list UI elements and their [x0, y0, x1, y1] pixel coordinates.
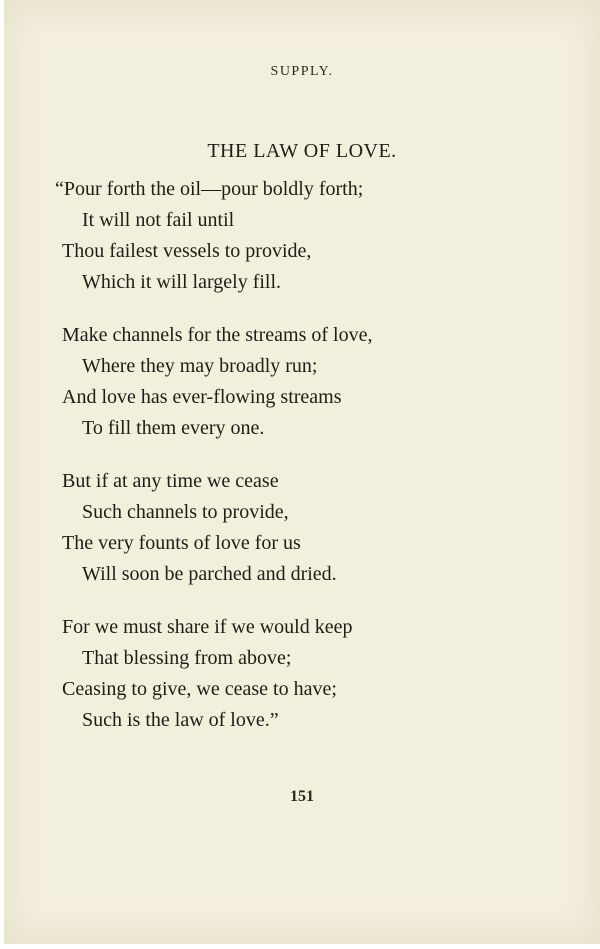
running-head: SUPPLY.: [270, 64, 334, 79]
poem-line: That blessing from above;: [82, 647, 292, 669]
poem-line: Thou failest vessels to provide,: [62, 240, 312, 262]
poem-line: Where they may broadly run;: [82, 355, 318, 377]
stanza-3: [62, 466, 582, 590]
poem-line: Will soon be parched and dried.: [82, 563, 337, 585]
poem-line: But if at any time we cease: [62, 470, 279, 492]
poem-line: To fill them every one.: [82, 417, 265, 439]
poem-line: “Pour forth the oil—pour boldly forth;: [55, 178, 364, 200]
poem-line: Ceasing to give, we cease to have;: [62, 678, 337, 700]
poem-title: THE LAW OF LOVE.: [207, 140, 397, 162]
poem-line: Such is the law of love.”: [82, 709, 279, 731]
poem-line: And love has ever-flowing streams: [62, 386, 342, 408]
poem-line: Which it will largely fill.: [82, 271, 282, 293]
poem-line: For we must share if we would keep: [62, 616, 353, 638]
poem-line: The very founts of love for us: [62, 532, 301, 554]
stanza-1: [55, 174, 582, 298]
stanza-2: [62, 320, 582, 444]
poem-line: Make channels for the streams of love,: [62, 324, 373, 346]
poem-line: It will not fail until: [82, 209, 235, 231]
stanza-4: [62, 612, 582, 736]
book-page: [4, 0, 600, 944]
poem-line: Such channels to provide,: [82, 501, 289, 523]
page-number: 151: [290, 788, 314, 805]
poem-body: [55, 174, 582, 758]
